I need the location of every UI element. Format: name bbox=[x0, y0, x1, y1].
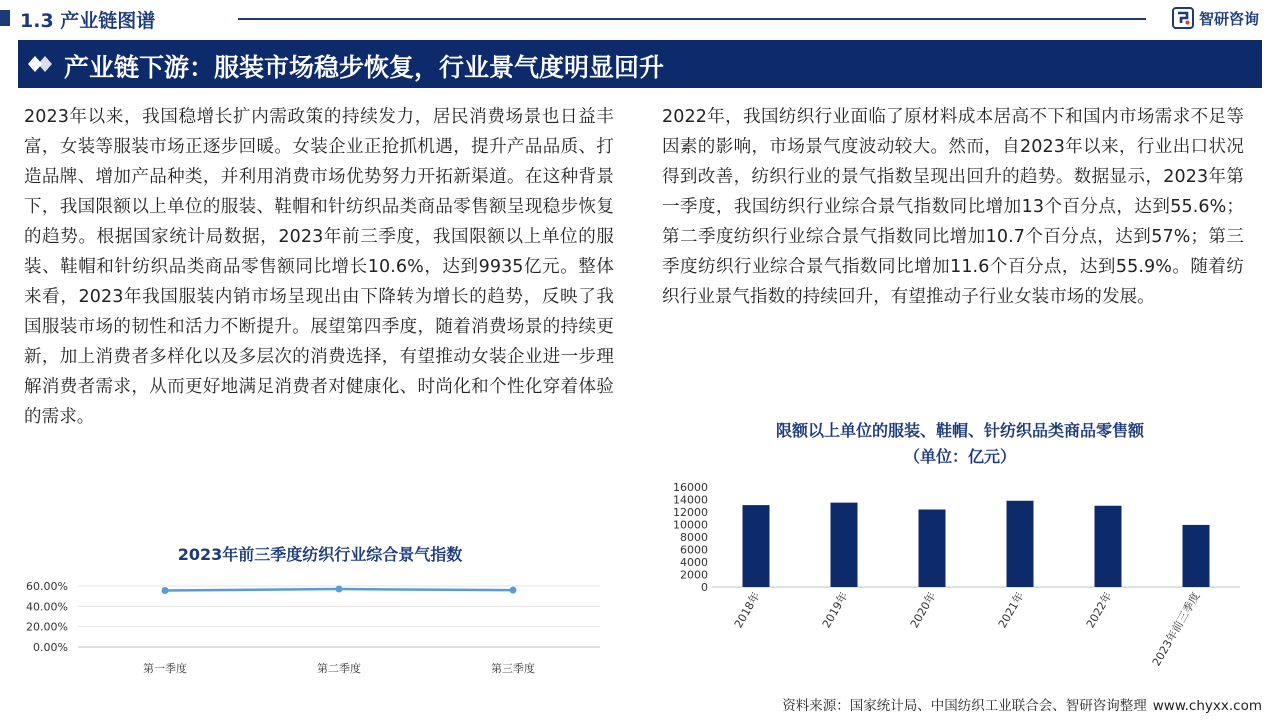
brand-logo bbox=[1172, 6, 1259, 30]
bar-chart-y-tick: 12000 bbox=[673, 506, 708, 519]
brand-logo-icon bbox=[1172, 7, 1194, 29]
bar-chart-bar bbox=[831, 503, 858, 587]
bar-chart-x-tick: 2019年 bbox=[819, 590, 851, 631]
page-title: 产业链下游：服装市场稳步恢复，行业景气度明显回升 bbox=[64, 53, 665, 82]
section-divider bbox=[238, 18, 1146, 20]
bar-chart-y-tick: 14000 bbox=[673, 493, 708, 507]
bar-chart-y-tick: 10000 bbox=[673, 518, 708, 532]
line-chart-point bbox=[510, 587, 517, 594]
bar-chart-title bbox=[680, 418, 1240, 470]
bar-chart-bar bbox=[1095, 506, 1122, 587]
section-header bbox=[0, 0, 1280, 36]
bar-chart-y-tick: 6000 bbox=[680, 543, 708, 557]
section-marker bbox=[0, 10, 10, 26]
brand-name: 智研咨询 bbox=[1199, 9, 1260, 28]
bar-chart-bar bbox=[1007, 501, 1034, 587]
bar-chart-bar bbox=[919, 510, 946, 588]
bar-chart-y-tick: 4000 bbox=[680, 556, 708, 569]
section-title: 1.3 产业链图谱 bbox=[20, 10, 156, 32]
bar-chart-title-text: 限额以上单位的服装、鞋帽、针纺织品类商品零售额 bbox=[775, 421, 1144, 440]
source-url[interactable]: www.chyxx.com bbox=[1152, 698, 1262, 714]
bar-chart-x-tick: 2023年前三季度 bbox=[1149, 590, 1203, 669]
bar-chart-x-tick: 2022年 bbox=[1083, 590, 1115, 631]
bar-chart-y-tick: 2000 bbox=[680, 568, 708, 582]
right-paragraph: 2022年，我国纺织行业面临了原材料成本居高不下和国内市场需求不足等因素的影响，市场景气度波动较大。然而，自2023年以来，行业出口状况得到改善，纺织行业的景气指数呈现出回升的趋势。数据显示，2023年第一季度，我国纺织行业综合景气指数同比增加13个百分点，达到55.6%；第二季度纺织行业综合景气指数同比增加10.7个百分点，达到57%；第三季度纺织行业综合景气指数同比增加11.6个百分点，达到55.9%。随着纺织行业景气指数的持续回升，有望推动子行业女装市场的发展。 bbox=[662, 107, 1244, 307]
line-chart-point bbox=[162, 587, 169, 594]
line-chart-y-tick: 40.00% bbox=[26, 600, 68, 614]
source-note bbox=[782, 694, 1262, 714]
line-chart-x-tick: 第二季度 bbox=[317, 662, 361, 675]
source-text: 资料来源：国家统计局、中国纺织工业联合会、智研咨询整理 bbox=[782, 698, 1147, 714]
bar-chart-x-tick: 2021年 bbox=[995, 590, 1027, 631]
bar-chart-bar bbox=[1183, 525, 1210, 587]
line-chart-point bbox=[336, 586, 343, 593]
line-chart-y-tick: 60.00% bbox=[26, 580, 68, 593]
left-paragraph: 2023年以来，我国稳增长扩内需政策的持续发力，居民消费场景也日益丰富，女装等服装市场正逐步回暖。女装企业正抢抓机遇，提升产品品质、打造品牌、增加产品种类，并利用消费市场优势努力开拓新渠道。在这种背景下，我国限额以上单位的服装、鞋帽和针纺织品类商品零售额呈现稳步恢复的趋势。根据国家统计局数据，2023年前三季度，我国限额以上单位的服装、鞋帽和针纺织品类商品零售额同比增长10.6%，达到9935亿元。整体来看，2023年我国服装内销市场呈现出由下降转为增长的趋势，反映了我国服装市场的韧性和活力不断提升。展望第四季度，随着消费场景的持续更新，加上消费者多样化以及多层次的消费选择，有望推动女装企业进一步理解消费者需求，从而更好地满足消费者对健康化、时尚化和个性化穿着体验的需求。 bbox=[24, 107, 614, 427]
bar-chart-subtitle: （单位：亿元） bbox=[903, 447, 1016, 466]
bar-chart-y-tick: 8000 bbox=[680, 531, 708, 544]
title-banner bbox=[18, 40, 1262, 88]
bar-chart-bar bbox=[743, 505, 770, 587]
diamond-icon bbox=[28, 54, 54, 74]
bar-chart-y-tick: 0 bbox=[701, 581, 708, 594]
line-chart-title: 2023年前三季度纺织行业综合景气指数 bbox=[177, 545, 463, 564]
bar-chart-x-tick: 2020年 bbox=[907, 590, 939, 631]
line-chart bbox=[0, 570, 640, 680]
line-chart-x-tick: 第一季度 bbox=[143, 662, 187, 675]
bar-chart bbox=[650, 478, 1260, 678]
line-chart-y-tick: 20.00% bbox=[26, 620, 68, 634]
bar-chart-x-tick: 2018年 bbox=[731, 590, 763, 631]
line-chart-x-tick: 第三季度 bbox=[491, 662, 535, 675]
bar-chart-y-tick: 16000 bbox=[673, 481, 708, 494]
line-chart-y-tick: 0.00% bbox=[33, 641, 68, 654]
